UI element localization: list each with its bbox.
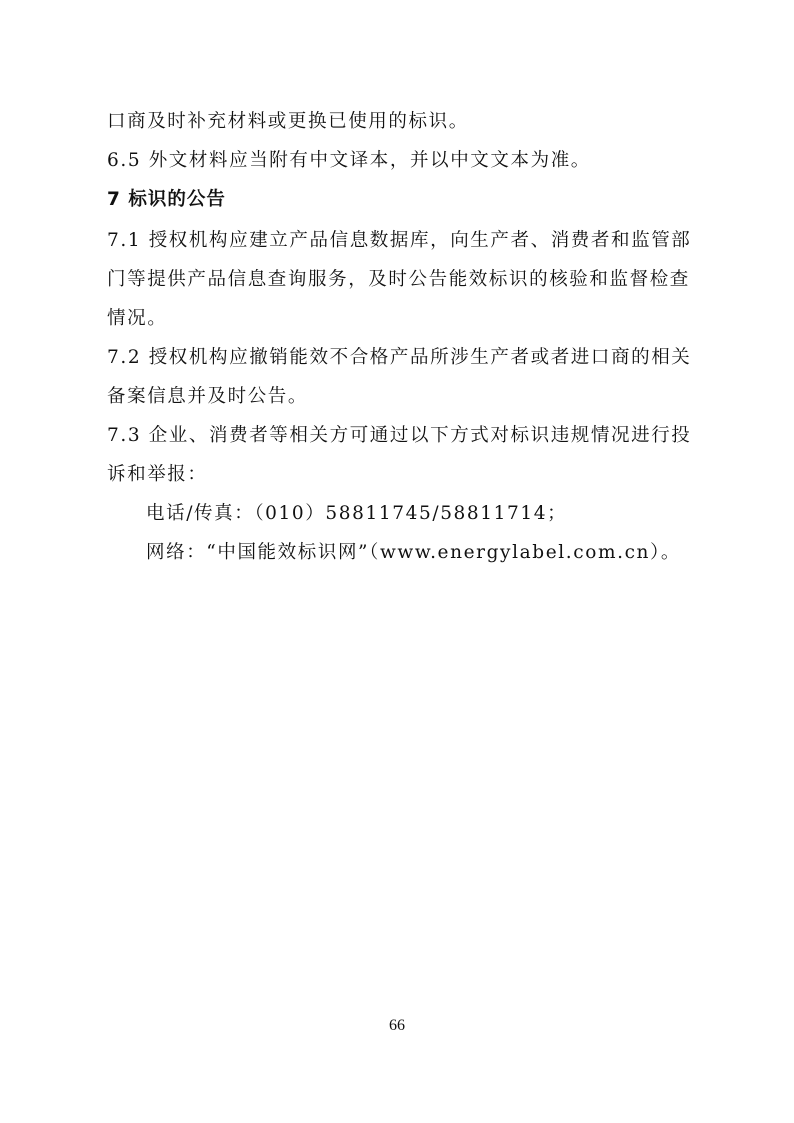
clause-7-1-line-2: 门等提供产品信息查询服务，及时公告能效标识的核验和监督检查 (107, 269, 690, 290)
paragraph-line: 口商及时补充材料或更换已使用的标识。 (107, 111, 469, 132)
clause-7-2-line-1: 7.2 授权机构应撤销能效不合格产品所涉生产者或者进口商的相关 (107, 347, 692, 368)
clause-7-1-line-3: 情况。 (107, 308, 168, 329)
contact-website: 网络：“中国能效标识网”（www.energylabel.com.cn）。 (146, 542, 681, 563)
page-number: 66 (389, 1017, 405, 1034)
clause-7-3-line-2: 诉和举报： (107, 464, 208, 485)
clause-7-2-line-2: 备案信息并及时公告。 (107, 386, 309, 407)
clause-6-5: 6.5 外文材料应当附有中文译本，并以中文文本为准。 (107, 150, 591, 171)
contact-phone-fax: 电话/传真：（010）58811745/58811714； (146, 503, 568, 524)
clause-7-3-line-1: 7.3 企业、消费者等相关方可通过以下方式对标识违规情况进行投 (107, 425, 692, 446)
section-heading-7: 7 标识的公告 (107, 189, 226, 210)
clause-7-1-line-1: 7.1 授权机构应建立产品信息数据库，向生产者、消费者和监管部 (107, 230, 692, 251)
